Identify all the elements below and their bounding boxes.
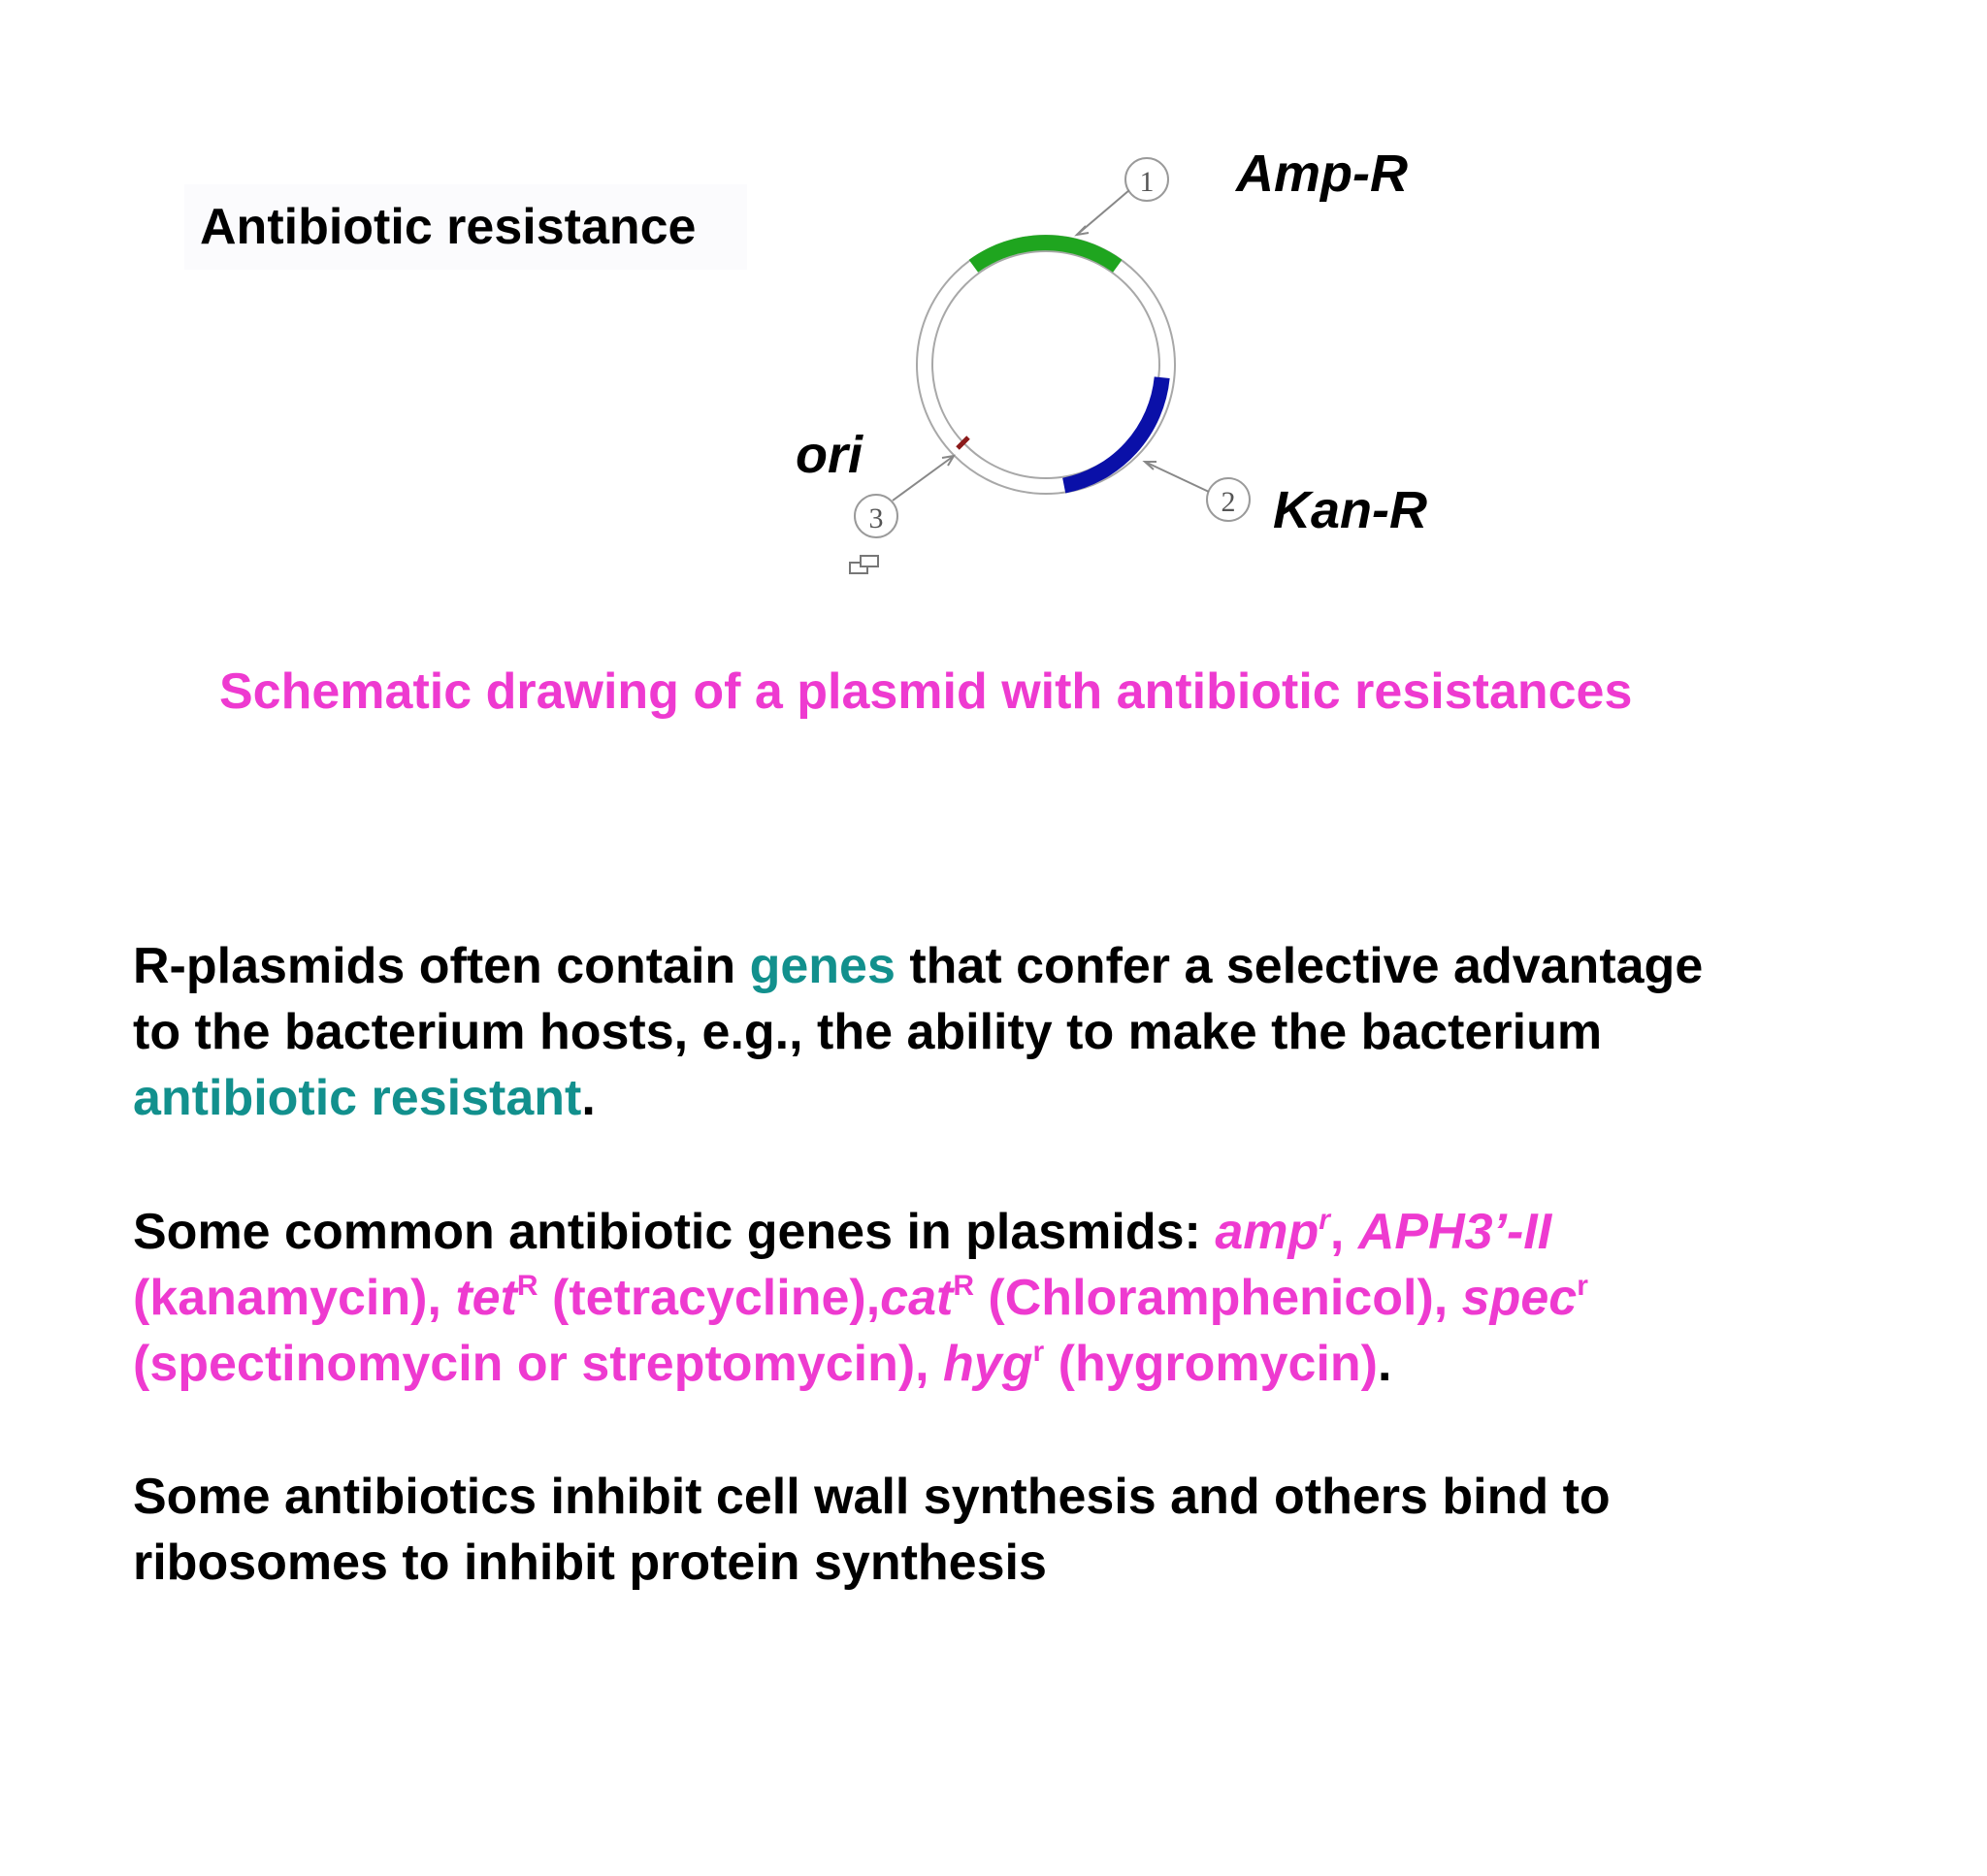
plasmid-outer-ring xyxy=(917,236,1175,494)
p2-lead: Some common antibiotic genes in plasmids: xyxy=(133,1204,1216,1260)
p1-text-2: that confer a selective advantage xyxy=(895,938,1704,994)
p2-end: . xyxy=(1378,1336,1392,1392)
p1-highlight-resistant: antibiotic resistant xyxy=(133,1070,582,1126)
diagram-caption: Schematic drawing of a plasmid with antibiotic resistances xyxy=(219,663,1633,720)
gene-spec-name: (spectinomycin or streptomycin), xyxy=(133,1336,944,1392)
link-icon xyxy=(850,556,878,573)
gene-aph: APH3’-II xyxy=(1357,1204,1552,1260)
gene-hyg-sup: r xyxy=(1032,1336,1045,1368)
sep-1: , xyxy=(1329,1204,1358,1260)
gene-cat: cat xyxy=(880,1270,954,1326)
gene-tet: tet xyxy=(455,1270,517,1326)
p3-line-1: Some antibiotics inhibit cell wall synthesis and others bind to xyxy=(133,1469,1611,1525)
kan-r-label: Kan-R xyxy=(1273,481,1427,539)
marker-3-number: 3 xyxy=(868,502,884,534)
slide-title: Antibiotic resistance xyxy=(200,199,697,255)
marker-1-number: 1 xyxy=(1139,166,1155,198)
gene-amp-sup: r xyxy=(1319,1204,1330,1236)
gene-hyg: hyg xyxy=(943,1336,1033,1392)
gene-kan-name: (kanamycin), xyxy=(133,1270,456,1326)
gene-tet-name: (tetracycline), xyxy=(537,1270,881,1326)
gene-cat-sup: R xyxy=(953,1270,974,1302)
paragraph-common-genes xyxy=(133,1199,1588,1397)
gene-tet-sup: R xyxy=(516,1270,538,1302)
marker-2-pointer xyxy=(1145,462,1209,492)
gene-cat-name: (Chloramphenicol), xyxy=(973,1270,1462,1326)
p3-line-2: ribosomes to inhibit protein synthesis xyxy=(133,1535,1047,1591)
ori-label: ori xyxy=(796,426,863,484)
marker-2-number: 2 xyxy=(1221,486,1236,518)
kan-r-segment xyxy=(1064,377,1162,485)
gene-spec: spec xyxy=(1461,1270,1578,1326)
p1-highlight-genes: genes xyxy=(749,938,896,994)
p1-text-3: to the bacterium hosts, e.g., the ability to make the bacterium xyxy=(133,1004,1603,1060)
amp-r-label: Amp-R xyxy=(1236,145,1408,203)
marker-3-pointer xyxy=(893,456,954,501)
paragraph-r-plasmids xyxy=(133,933,1703,1131)
gene-hyg-name: (hygromycin) xyxy=(1044,1336,1379,1392)
p1-text-4: . xyxy=(581,1070,596,1126)
paragraph-mechanisms xyxy=(133,1464,1611,1596)
gene-amp: amp xyxy=(1215,1204,1319,1260)
p1-text-1: R-plasmids often contain xyxy=(133,938,750,994)
gene-spec-sup: r xyxy=(1577,1270,1588,1302)
